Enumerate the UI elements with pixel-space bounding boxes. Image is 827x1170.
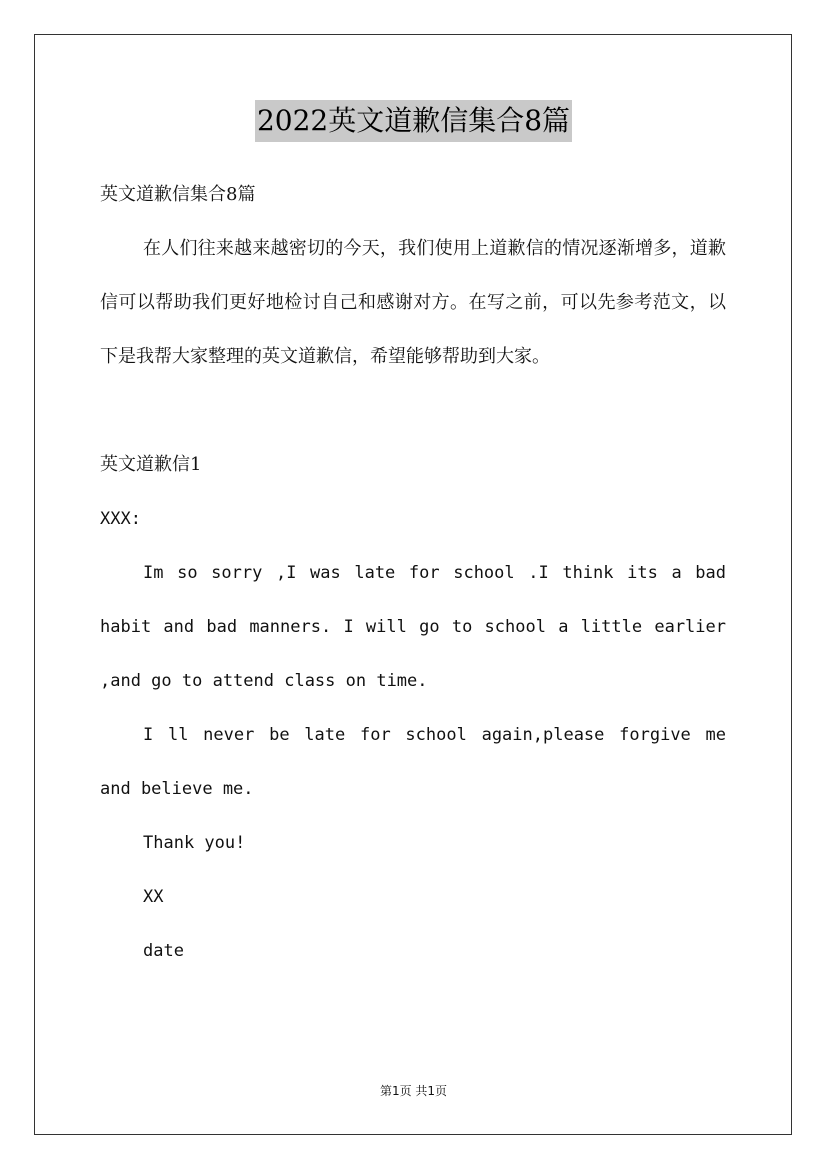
- letter-paragraph-1: Im so sorry ,I was late for school .I think its a bad habit and bad manners. I will go to school a little earlier ,and go to attend class on time.: [100, 563, 726, 691]
- subtitle: 英文道歉信集合8篇: [100, 184, 256, 205]
- document-body: [100, 168, 726, 978]
- letter-signature: XX: [143, 887, 164, 907]
- spacer: [100, 384, 726, 438]
- section-heading: 英文道歉信1: [100, 454, 202, 475]
- letter-paragraph-2: I ll never be late for school again,please forgive me and believe me.: [100, 725, 726, 799]
- salutation: XXX:: [100, 509, 141, 529]
- page-number: 第1页 共1页: [379, 1084, 448, 1098]
- page-footer: [0, 1082, 827, 1099]
- letter-date: date: [143, 941, 184, 961]
- letter-closing: Thank you!: [143, 833, 246, 853]
- document-title: 2022英文道歉信集合8篇: [255, 100, 572, 142]
- title-container: [0, 100, 827, 142]
- intro-paragraph: 在人们往来越来越密切的今天，我们使用上道歉信的情况逐渐增多，道歉信可以帮助我们更好地检讨自己和感谢对方。在写之前，可以先参考范文，以下是我帮大家整理的英文道歉信，希望能够帮助到大家。: [100, 238, 726, 367]
